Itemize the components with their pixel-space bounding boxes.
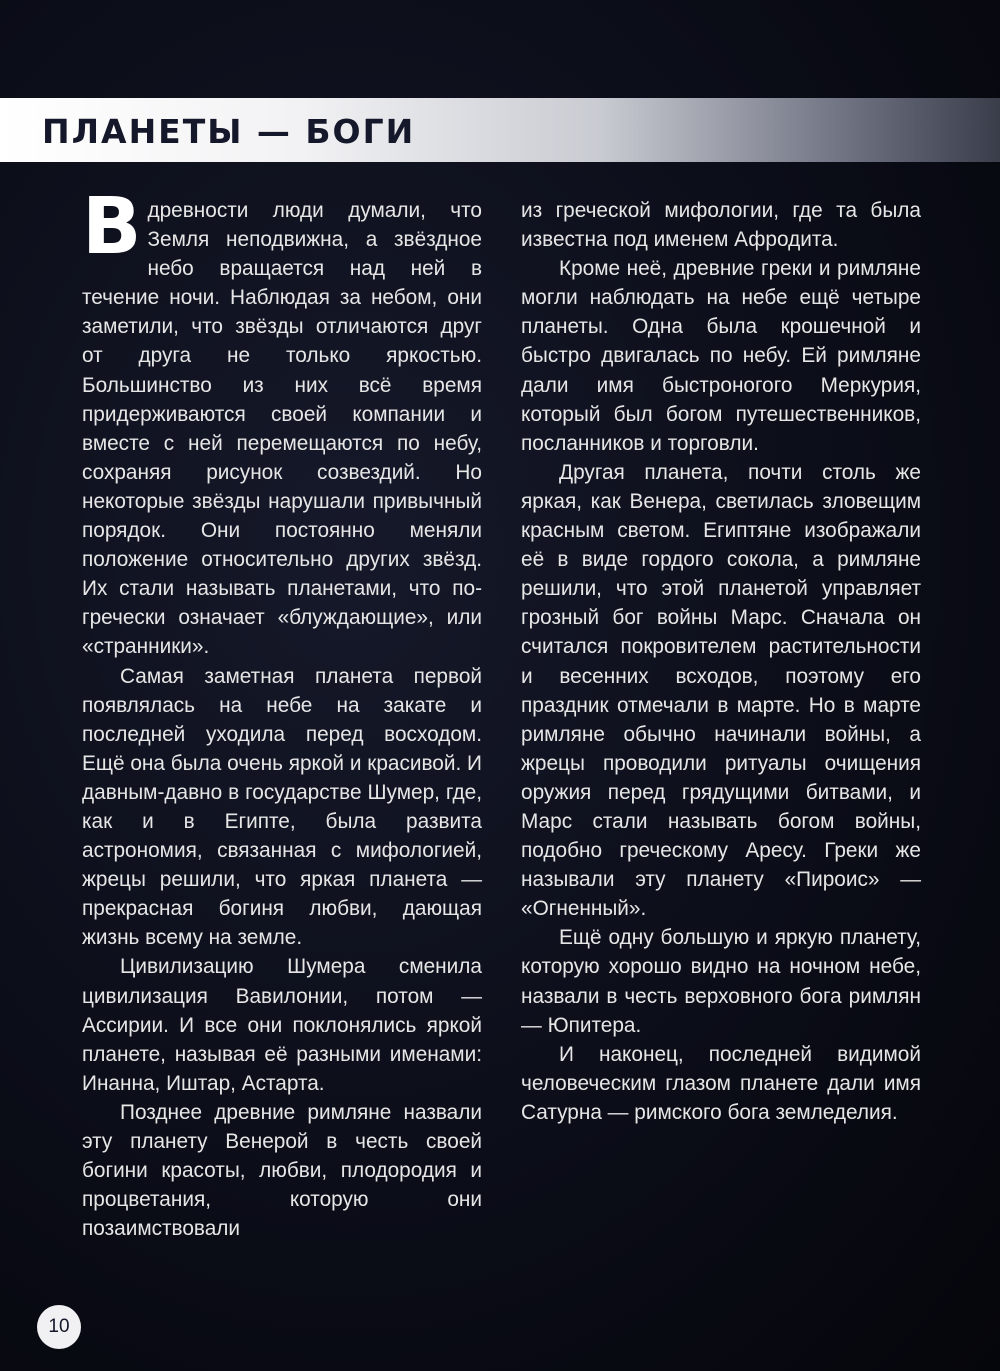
drop-cap: В <box>82 182 142 272</box>
page-title: ПЛАНЕТЫ — БОГИ <box>42 112 416 151</box>
paragraph-saturn: И наконец, последней видимой человеческим глазом планете дали имя Сатурна — римского бога земледелия. <box>521 1042 921 1124</box>
right-column <box>521 196 921 1127</box>
page-number: 10 <box>37 1305 81 1349</box>
paragraph-rome-venus: Позднее древние римляне назвали эту планету Венерой в честь своей богини красоты, любви, плодородия и процветания, которую они позаимствовали <box>82 1100 482 1241</box>
paragraph-rome-venus-continued: из греческой мифологии, где та была известна под именем Афродита. <box>521 199 921 252</box>
paragraph-babylon: Цивилизацию Шумера сменила цивилизация Вавилонии, потом — Ассирии. И все они поклонялись яркой планете, называя её разными именами: Инанна, Иштар, Астарта. <box>82 955 482 1095</box>
paragraph-mercury: Кроме неё, древние греки и римляне могли наблюдать на небе ещё четыре планеты. Одна была крошечной и быстро двигалась по небу. Ей римляне дали имя быстроногого Меркурия, который был богом путешественников, посланников и торговли. <box>521 257 921 455</box>
paragraph-intro <box>82 182 482 662</box>
paragraph-intro-text: древности люди думали, что Земля неподвижна, а звёздное небо вращается над ней в течение ночи. Наблюдая за небом, они заметили, что звёзды отличаются друг от друга не только яркостью. Большинство из них всё время придерживаются своей компании и вместе с ней перемещаются по небу, сохраняя рисунок созвездий. Но некоторые звёзды нарушали привычный порядок. Они постоянно меняли положение относительно других звёзд. Их стали называть планетами, что по-гречески означает «блуждающие», или «странники». <box>82 199 482 659</box>
paragraph-venus-sumer: Самая заметная планета первой появлялась на небе на закате и последней уходила перед восходом. Ещё она была очень яркой и красивой. И давным-давно в государстве Шумер, где, как и в Египте, была развита астрономия, связанная с мифологией, жрецы решили, что яркая планета — прекрасная богиня любви, дающая жизнь всему на земле. <box>82 664 482 950</box>
left-column <box>82 182 482 1243</box>
paragraph-mars: Другая планета, почти столь же яркая, как Венера, светилась зловещим красным светом. Египтяне изображали её в виде гордого сокола, а римляне решили, что этой планетой управляет грозный бог войны Марс. Сначала он считался покровителем растительности и весенних всходов, поэтому его праздник отмечали в марте. Но в марте римляне обычно начинали войны, а жрецы проводили ритуалы очищения оружия перед грядущими битвами, и Марс стали называть богом войны, подобно греческому Аресу. Греки же называли эту планету «Пироис» — «Огненный». <box>521 460 921 921</box>
paragraph-jupiter: Ещё одну большую и яркую планету, которую хорошо видно на ночном небе, назвали в честь верховного бога римлян — Юпитера. <box>521 926 921 1037</box>
